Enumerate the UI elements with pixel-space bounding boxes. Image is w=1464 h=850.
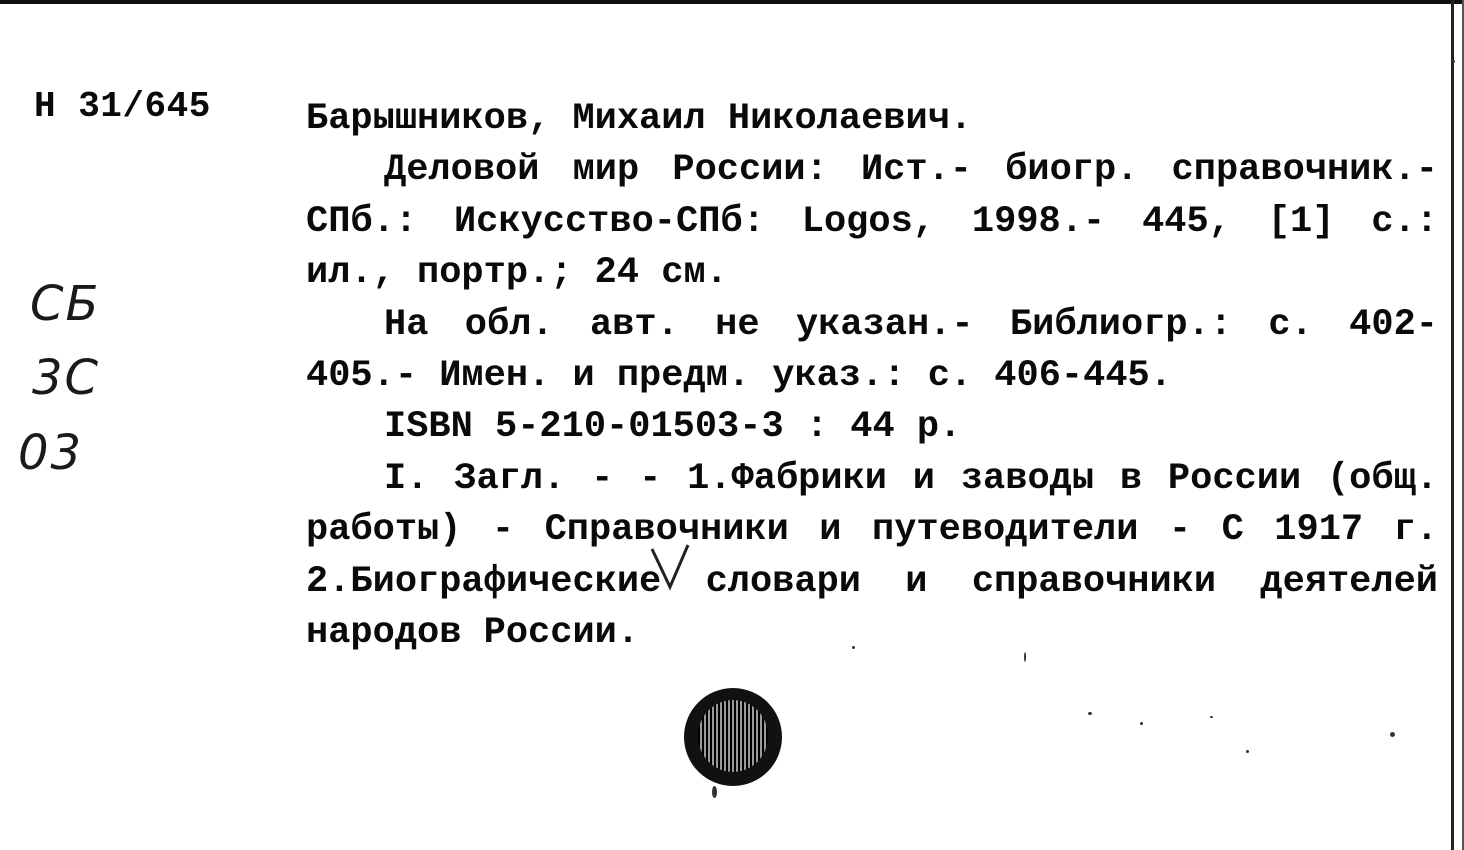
title-statement: Деловой мир России: Ист.- биогр. справочник.- СПб.: Искусство-СПб: Logos, 1998.- 445, [1] с.: ил., портр.; 24 см.	[306, 149, 1438, 295]
punch-hole	[684, 688, 782, 786]
speck	[712, 786, 717, 798]
author-heading: Барышников, Михаил Николаевич.	[306, 98, 973, 140]
speck	[1024, 652, 1026, 662]
handwritten-mark-2: 3С	[32, 350, 101, 406]
speck	[1390, 732, 1395, 737]
card-top-edge	[0, 0, 1464, 4]
notes: На обл. авт. не указан.- Библиогр.: с. 402-405.- Имен. и предм. указ.: с. 406-445.	[306, 303, 1438, 398]
speck	[1246, 750, 1249, 753]
handwritten-mark-3: 03	[18, 425, 84, 481]
shelfmark: Н 31/645	[34, 86, 211, 127]
checkmark-icon	[650, 541, 690, 591]
speck	[1140, 722, 1143, 725]
subject-tracings: I. Загл. - - 1.Фабрики и заводы в России (общ. работы) - Справочники и путеводители - С 1917 г. 2.Биографические словари и справочники деятелей народов России.	[306, 457, 1438, 655]
isbn-price: ISBN 5-210-01503-3 : 44 р.	[384, 406, 962, 449]
speck	[1210, 716, 1213, 718]
speck	[1088, 712, 1092, 715]
speck	[1452, 60, 1455, 63]
card-right-edge	[1451, 0, 1454, 850]
speck	[852, 646, 855, 649]
bibliographic-entry	[306, 94, 1438, 659]
punch-hole-inner	[698, 700, 768, 772]
handwritten-mark-1: СБ	[30, 276, 101, 332]
